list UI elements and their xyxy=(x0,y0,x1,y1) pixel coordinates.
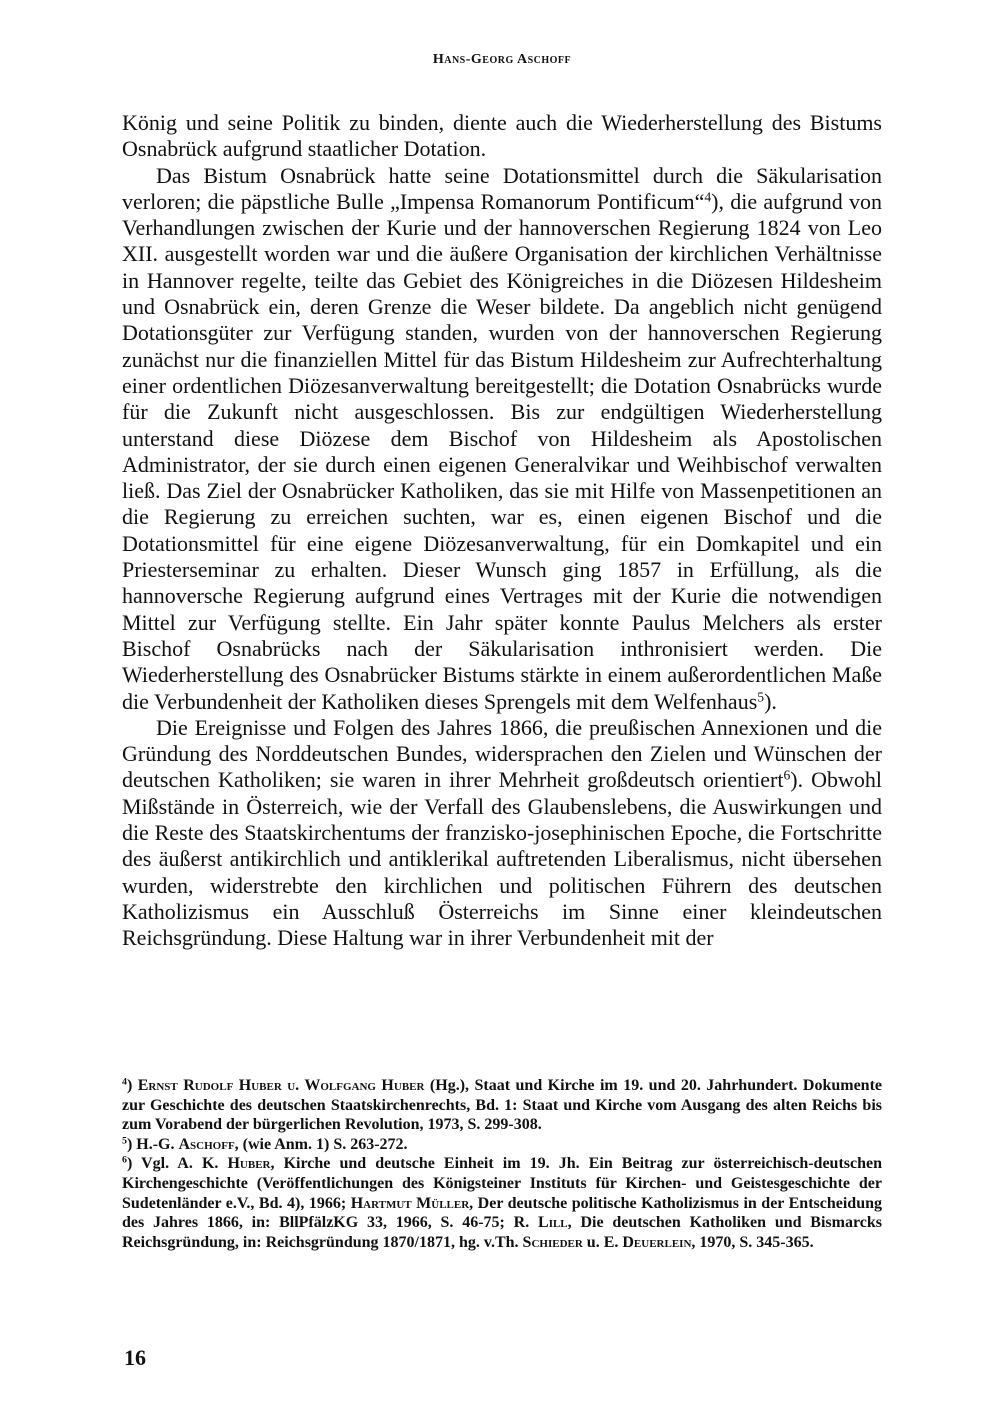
paragraph-2-text-a: Das Bistum Osnabrück hatte seine Dotationsmittel durch die Säkularisation verloren; die päpstliche Bulle „Impensa Romanorum Pontificum“ xyxy=(122,162,882,214)
footnote-6: $^6$) Vgl. A. K. Huber, Kirche und deutsche Einheit im 19. Jh. Ein Beitrag zur österreichisch-deutschen Kirchengeschichte (Veröffentlichungen des Königsteiner Instituts für Kirchen- und Geistesgeschichte der Sudetenländer e.V., Bd. 4), 1966; Hartmut Müller, Der deutsche politische Katholizismus in der Entscheidung des Jahres 1866, in: BllPfälzKG 33, 1966, S. 46-75; R. Lill, Die deutschen Katholiken und Bismarcks Reichsgründung, in: Reichsgründung 1870/1871, hg. v.Th. Schieder u. E. Deuerlein, 1970, S. 345-365. xyxy=(122,1154,883,1251)
footnote-mark: 5 xyxy=(122,1135,127,1147)
footnote-mark: 4 xyxy=(122,1076,127,1088)
footnote-author: Hartmut Müller xyxy=(350,1194,470,1212)
footnote-ref-5: 5 xyxy=(757,689,765,705)
footnote-author: Deuerlein xyxy=(622,1233,692,1251)
main-text xyxy=(122,110,882,952)
paragraph-2 xyxy=(122,163,882,715)
footnote-author: Aschoff xyxy=(178,1135,235,1153)
footnote-author: Schieder xyxy=(522,1233,583,1251)
running-head: Hans-Georg Aschoff xyxy=(432,52,572,67)
footnote-text: (Hg.), Staat und Kirche im 19. und 20. Jahrhundert. Dokumente zur Geschichte des deutschen Staatskirchenrechts, Bd. 1: Staat und Kirche vom Ausgang des alten Reichs bis zum Vorabend der bürgerlichen Revolution, 1973, S. 299-308. xyxy=(122,1077,882,1134)
footnote-text: H.-G. xyxy=(136,1135,179,1153)
footnote-text: u. E. xyxy=(582,1233,623,1251)
paragraph-3-text-b: ). Obwohl Mißstände in Österreich, wie der Verfall des Glaubenslebens, die Auswirkungen und die Reste des Staatskirchentums der franzisko-josephinischen Epoche, die Fortschritte des äußerst antikirchlich und antiklerikal auftretenden Liberalismus, nicht übersehen wurden, widerstrebte den kirchlichen und politischen Führern des deutschen Katholizismus ein Ausschluß Österreichs im Sinne einer kleindeutschen Reichsgründung. Diese Haltung war in ihrer Verbundenheit mit der xyxy=(122,767,882,951)
paragraph-2-text-b: ), die aufgrund von Verhandlungen zwischen der Kurie und der hannoverschen Regierung 1824 von Leo XII. ausgestellt worden war und die äußere Organisation der kirchlichen Verhältnisse in Hannover regelte, teilte das Gebiet des Königreiches in die Diözesen Hildesheim und Osnabrück ein, deren Grenze die Weser bildete. Da angeblich nicht genügend Dotationsgüter zur Verfügung standen, wurden von der hannoverschen Regierung zunächst nur die finanziellen Mittel für das Bistum Hildesheim zur Aufrechterhaltung einer ordentlichen Diözesanverwaltung bereitgestellt; die Dotation Osnabrücks wurde für die Zukunft nicht ausgeschlossen. Bis zur endgültigen Wiederherstellung unterstand diese Diözese dem Bischof von Hildesheim als Apostolischen Administrator, der sie durch einen eigenen Generalvikar und Weihbischof verwalten ließ. Das Ziel der Osnabrücker Katholiken, das sie mit Hilfe von Massenpetitionen an die Regierung zu erreichen suchten, war es, einen eigenen Bischof und die Dotationsmittel für eine eigene Diözesanverwaltung, für ein Domkapitel und ein Priesterseminar zu erhalten. Dieser Wunsch ging 1857 in Erfüllung, als die hannoversche Regierung aufgrund eines Vertrages mit der Kurie die notwendigen Mittel zur Verfügung stellte. Ein Jahr später konnte Paulus Melchers als erster Bischof Osnabrücks nach der Säkularisation inthronisiert werden. Die Wiederherstellung des Osnabrücker Bistums stärkte in einem außerordentlichen Maße die Verbundenheit der Katholiken dieses Sprengels mit dem Welfenhaus xyxy=(122,188,882,714)
footnote-ref-6: 6 xyxy=(783,767,791,783)
paragraph-3 xyxy=(122,715,882,952)
page xyxy=(122,0,882,1419)
page-number: 16 xyxy=(124,1345,146,1370)
footnote-ref-4: 4 xyxy=(704,189,712,205)
footnote-5: $^5$) H.-G. Aschoff, (wie Anm. 1) S. 263-272. xyxy=(122,1135,408,1153)
footnote-mark: 6 xyxy=(122,1154,127,1166)
footnotes xyxy=(122,1076,882,1252)
paragraph-3-text-a: Die Ereignisse und Folgen des Jahres 1866, die preußischen Annexionen und die Gründung des Norddeutschen Bundes, widersprachen den Zielen und Wünschen der deutschen Katholiken; sie waren in ihrer Mehrheit großdeutsch orientiert xyxy=(122,714,882,793)
footnote-4: $^4$) Ernst Rudolf Huber u. Wolfgang Huber (Hg.), Staat und Kirche im 19. und 20. Jahrhundert. Dokumente zur Geschichte des deutschen Staatskirchenrechts, Bd. 1: Staat und Kirche vom Ausgang des alten Reichs bis zum Vorabend der bürgerlichen Revolution, 1973, S. 299-308. xyxy=(122,1076,882,1134)
footnote-text: , (wie Anm. 1) S. 263-272. xyxy=(234,1135,408,1153)
footnote-text: , 1970, S. 345-365. xyxy=(691,1233,814,1251)
paragraph-2-text-c: ). xyxy=(764,688,777,714)
footnote-author: Huber xyxy=(227,1155,271,1173)
footnote-text: , Kirche und deutsche Einheit im 19. Jh. Ein Beitrag zur österreichisch-deutschen Kirchengeschichte (Veröffentlichungen des Königsteiner Instituts für Kirchen- und Geistesgeschichte der Sudetenländer e.V., Bd. 4), 1966; xyxy=(122,1155,883,1212)
footnote-text: , Die deutschen Katholiken und Bismarcks Reichsgründung, in: Reichsgründung 1870/1871, hg. v.Th. xyxy=(122,1214,883,1251)
footnote-text: , Der deutsche politische Katholizismus in der Entscheidung des Jahres 1866, in: BllPfälzKG 33, 1966, S. 46-75; R. xyxy=(122,1194,882,1232)
footnote-author: Ernst Rudolf Huber u. Wolfgang Huber xyxy=(137,1077,425,1094)
footnote-author: Lill xyxy=(538,1214,568,1232)
footnote-text: Vgl. A. K. xyxy=(141,1155,228,1173)
paragraph-1: König und seine Politik zu binden, diente auch die Wiederherstellung des Bistums Osnabrück aufgrund staatlicher Dotation. xyxy=(122,110,882,162)
